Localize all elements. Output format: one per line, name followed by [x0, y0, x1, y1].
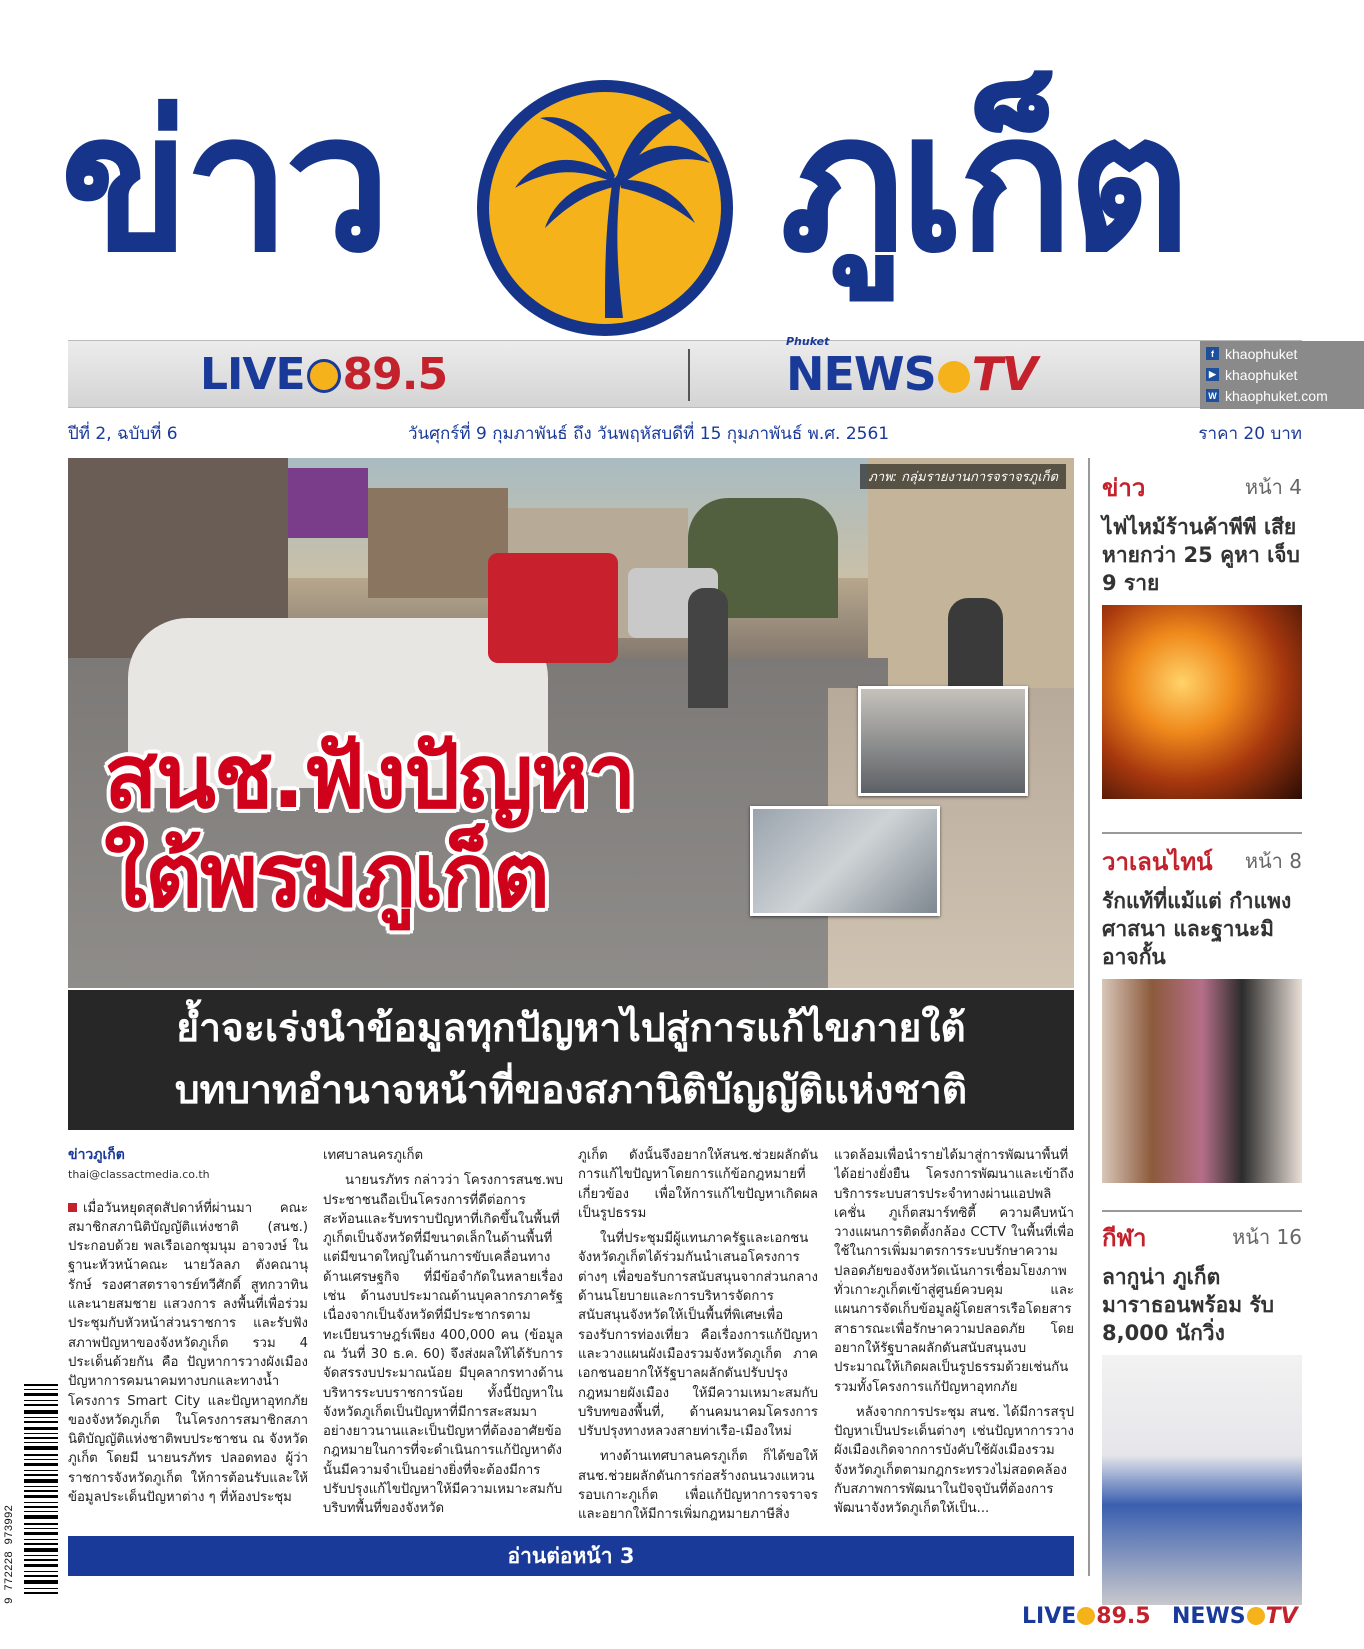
paragraph: ทางด้านเทศบาลนครภูเก็ต ก็ได้ขอให้สนช.ช่วยผลักดันการก่อสร้างถนนวงแหวนรอบเกาะภูเก็ต เพื่อแก้ปัญหาการจราจรและอยากให้มีการเพิ่มกฎหมายภาษีสิ่ง — [578, 1449, 818, 1523]
sidebar-category: กีฬา — [1102, 1224, 1147, 1252]
photo-credit: ภาพ: กลุ่มรายงานการจราจรภูเก็ต — [860, 464, 1066, 489]
article-column-3 — [578, 1146, 818, 1524]
red-truck — [488, 553, 618, 663]
sidebar-page-ref: หน้า 8 — [1244, 849, 1302, 873]
footer-news-logo — [1172, 1604, 1298, 1629]
paragraph — [68, 1199, 308, 1508]
inset-photo-officers — [858, 686, 1028, 796]
social-links — [1200, 341, 1364, 409]
masthead — [60, 28, 1310, 338]
footer-logos — [1022, 1604, 1302, 1638]
main-headline — [104, 725, 635, 927]
runners-photo — [1102, 1355, 1302, 1605]
couple-photo — [1102, 979, 1302, 1183]
paragraph: แวดล้อมเพื่อนำรายได้มาสู่การพัฒนาพื้นที่ได้อย่างยั่งยืน โครงการพัฒนาและเข้าถึงบริการระบบสารประจำทางผ่านแอปพลิเคชั่น ภูเก็ตสมาร์ทซิตี้ ความคืบหน้าวางแผนการติดตั้งกล้อง CCTV ในพื้นที่เพื่อใช้ในการเพิ่มมาตรการระบบรักษาความปลอดภัยของจังหวัดเน้นการเชื่อมโยงภาพทั่วเกาะภูเก็ตเข้าสู่ศูนย์ควบคุม และแผนการจัดเก็บข้อมูลผู้โดยสารเรือโดยสารสาธารณะเพื่อรักษาความปลอดภัย โดยอยากให้รัฐบาลผลักดันสนับสนุนงบประมาณให้เกิดผลเป็นรูปธรรมด้วยเช่นกัน รวมทั้งโครงการแก้ปัญหาอุทกภัย — [834, 1148, 1074, 1395]
issue-info — [68, 420, 1302, 444]
masthead-word-right: ภูเก็ต — [780, 71, 1185, 294]
tv-sun-icon — [938, 361, 970, 393]
headline-line: ใต้พรมภูเก็ต — [104, 823, 548, 927]
live-frequency: 89.5 — [342, 349, 448, 400]
byline: ข่าวภูเก็ต — [68, 1147, 125, 1163]
social-label: khaophuket — [1225, 345, 1298, 362]
shop-sign — [288, 468, 368, 538]
sidebar-headline: รักแท้ที่แม้แต่ กำแพงศาสนา และฐานะมิอาจกั้น — [1102, 889, 1292, 969]
barcode-number: 9 772228 973992 — [4, 1504, 16, 1604]
sidebar-valentine[interactable] — [1102, 842, 1302, 1183]
subheadline — [68, 990, 1074, 1130]
radio-sun-icon — [1077, 1607, 1095, 1625]
social-youtube[interactable] — [1206, 364, 1364, 385]
shop-sign — [368, 488, 508, 598]
sidebar-divider — [1088, 458, 1090, 1576]
paragraph: ในที่ประชุมมีผู้แทนภาครัฐและเอกชนจังหวัดภูเก็ตได้ร่วมกันนำเสนอโครงการต่างๆ เพื่อขอรับการสนับสนุนจากส่วนกลางด้านนโยบายและการบริหารจัดการสนับสนุนจังหวัดให้เป็นพื้นที่พิเศษเพื่อรองรับการท่องเที่ยว คือเรื่องการแก้ปัญหาและวางแผนผังเมืองรวมจังหวัดภูเก็ต ภาคเอกชนอยากให้รัฐบาลผลักดันปรับปรุงกฎหมายผังเมือง ให้มีความเหมาะสมกับบริบทของพื้นที่, ด้านคมนาคมโครงการปรับปรุงทางหลวงสายท่าเรือ-เมืองใหม่ — [578, 1231, 818, 1440]
social-facebook[interactable] — [1206, 343, 1364, 364]
headline-line: สนช.ฟังปัญหา — [104, 725, 635, 828]
radio-sun-icon — [307, 359, 341, 393]
paragraph: ภูเก็ต ดังนั้นจึงอยากให้สนช.ช่วยผลักดันการแก้ไขปัญหาโดยการแก้ข้อกฎหมายที่เกี่ยวข้อง เพื่อให้การแก้ไขปัญหาเกิดผลเป็นรูปธรรม — [578, 1148, 818, 1221]
youtube-icon: ▶ — [1206, 368, 1219, 381]
article-column-2 — [323, 1146, 563, 1524]
byline-email[interactable]: thai@classactmedia.co.th — [68, 1168, 210, 1182]
sidebar-category: ข่าว — [1102, 474, 1146, 502]
tv-text: TV — [1265, 1604, 1298, 1629]
news-text: NEWS — [1172, 1604, 1246, 1629]
subhead-line: บทบาทอำนาจหน้าที่ของสภานิติบัญญัติแห่งชาติ — [174, 1068, 968, 1113]
issue-date: วันศุกร์ที่ 9 กุมภาพันธ์ ถึง วันพฤหัสบดีที่ 15 กุมภาพันธ์ พ.ศ. 2561 — [408, 424, 890, 444]
issue-volume: ปีที่ 2, ฉบับที่ 6 — [68, 424, 178, 444]
continue-page-link[interactable]: อ่านต่อหน้า 3 — [68, 1536, 1074, 1576]
website-icon: W — [1206, 389, 1219, 402]
paragraph: นายนรภัทร กล่าวว่า โครงการสนช.พบประชาชนถือเป็นโครงการที่ดีต่อการสะท้อนและรับทราบปัญหาที่เกิดขึ้นในพื้นที่ ภูเก็ตเป็นจังหวัดที่มีขนาดเล็กในด้านพื้นที่แต่มีขนาดใหญ่ในด้านการขับเคลื่อนทางด้านเศรษฐกิจ ที่มีข้อจำกัดในหลายเรื่อง เช่น ด้านงบประมาณด้านบุคลากรภาครัฐเนื่องจากเป็นจังหวัดที่มีประชากรตามทะเบียนราษฎร์เพียง 400,000 คน (ข้อมูล ณ วันที่ 30 ธ.ค. 60) จึงส่งผลให้ได้รับการจัดสรรงบประมาณน้อย มีบุคลากรทางด้านบริหารระบบราชการน้อย ทั้งนี้ปัญหาในจังหวัดภูเก็ตเป็นปัญหาที่มีการสะสมมาอย่างยาวนานและเป็นปัญหาที่ต้องอาศัยข้อกฎหมายในการที่จะดำเนินการแก้ปัญหาดังนั้นมีความจำเป็นอย่างยิ่งที่จะต้องมีการปรับปรุงแก้ไขปัญหาให้มีความเหมาะสมกับบริบทพื้นที่ของจังหวัด — [323, 1173, 563, 1517]
strip-divider — [688, 349, 690, 401]
fire-photo — [1102, 605, 1302, 799]
sidebar-sport[interactable] — [1102, 1218, 1302, 1605]
live-text: LIVE — [200, 349, 305, 400]
subhead-line: ย้ำจะเร่งนำข้อมูลทุกปัญหาไปสู่การแก้ไขภายใต้ — [176, 1006, 966, 1051]
sun-palm-logo-icon — [455, 68, 755, 348]
social-label: khaophuket — [1225, 366, 1298, 383]
facebook-icon: f — [1206, 347, 1219, 360]
article-body — [68, 1146, 1074, 1524]
issue-price: ราคา 20 บาท — [1198, 424, 1302, 444]
sidebar-page-ref: หน้า 4 — [1244, 475, 1302, 499]
sidebar-page-ref: หน้า 16 — [1232, 1225, 1302, 1249]
social-label: khaophuket.com — [1225, 387, 1328, 404]
sidebar-headline: ลากูน่า ภูเก็ต มาราธอนพร้อม รับ 8,000 นักวิ่ง — [1102, 1265, 1274, 1345]
sidebar-rule — [1102, 1210, 1302, 1212]
live-text: LIVE — [1022, 1604, 1077, 1629]
sidebar-news[interactable] — [1102, 468, 1302, 799]
article-column-1 — [68, 1146, 308, 1524]
bullet-icon — [68, 1203, 77, 1212]
news-tv-logo — [786, 347, 1037, 401]
paragraph-text: เมื่อวันหยุดสุดสัปดาห์ที่ผ่านมา คณะสมาชิกสภานิติบัญญัติแห่งชาติ (สนช.) ประกอบด้วย พลเรือเอกชุมนุม อาจวงษ์ ในฐานะหัวหน้าคณะ นายวัลลภ ตังคณานุรักษ์ รองศาสตราจารย์ทวีศักดิ์ สูทกวาทิน และนายสมชาย แสวงการ ลงพื้นที่เพื่อร่วมประชุมกับหัวหน้าส่วนราชการ และรับฟังสภาพปัญหาของจังหวัดภูเก็ต รวม 4 ประเด็นด้วยกัน คือ ปัญหาการวางผังเมือง ปัญหาการคมนาคมทางบกและทางน้ำ โครงการ Smart City และปัญหาอุทกภัยของจังหวัดภูเก็ต ในโครงการสมาชิกสภานิติบัญญัติแห่งชาติพบประชาชน ณ จังหวัดภูเก็ต โดยมี นายนรภัทร ปลอดทอง ผู้ว่าราชการจังหวัดภูเก็ต ให้การต้อนรับและให้ข้อมูลประเด็นปัญหาต่าง ๆ ที่ห้องประชุม — [68, 1200, 308, 1506]
media-strip — [68, 335, 1328, 408]
social-website[interactable] — [1206, 385, 1364, 406]
masthead-word-left: ข่าว — [60, 71, 386, 294]
sidebar-headline: ไฟไหม้ร้านค้าพีพี เสียหายกว่า 25 คูหา เจ็บ 9 ราย — [1102, 515, 1300, 595]
news-text: NEWS — [786, 347, 936, 401]
main-photo — [68, 458, 1074, 988]
footer-live-logo — [1022, 1604, 1151, 1629]
inset-photo-cctv — [750, 806, 940, 916]
live-frequency: 89.5 — [1096, 1604, 1151, 1629]
tv-sun-icon — [1247, 1607, 1265, 1625]
sidebar-rule — [1102, 832, 1302, 834]
paragraph: หลังจากการประชุม สนช. ได้มีการสรุปปัญหาเป็นประเด็นต่างๆ เช่นปัญหาการวางผังเมืองเกิดจากการบังคับใช้ผังเมืองรวมจังหวัดภูเก็ตตามกฎกระทรวงไม่สอดคล้องกับสภาพการพัฒนาในปัจจุบันที่ต้องการพัฒนาจังหวัดภูเก็ตให้เป็น... — [834, 1404, 1074, 1517]
sidebar-category: วาเลนไทน์ — [1102, 848, 1213, 876]
tv-text: TV — [971, 347, 1037, 401]
live-radio-logo — [200, 349, 447, 400]
police-officer — [688, 588, 728, 708]
news-tv-small-label: Phuket — [786, 335, 830, 348]
article-column-4 — [834, 1146, 1074, 1524]
paragraph: เทศบาลนครภูเก็ต — [323, 1148, 424, 1163]
